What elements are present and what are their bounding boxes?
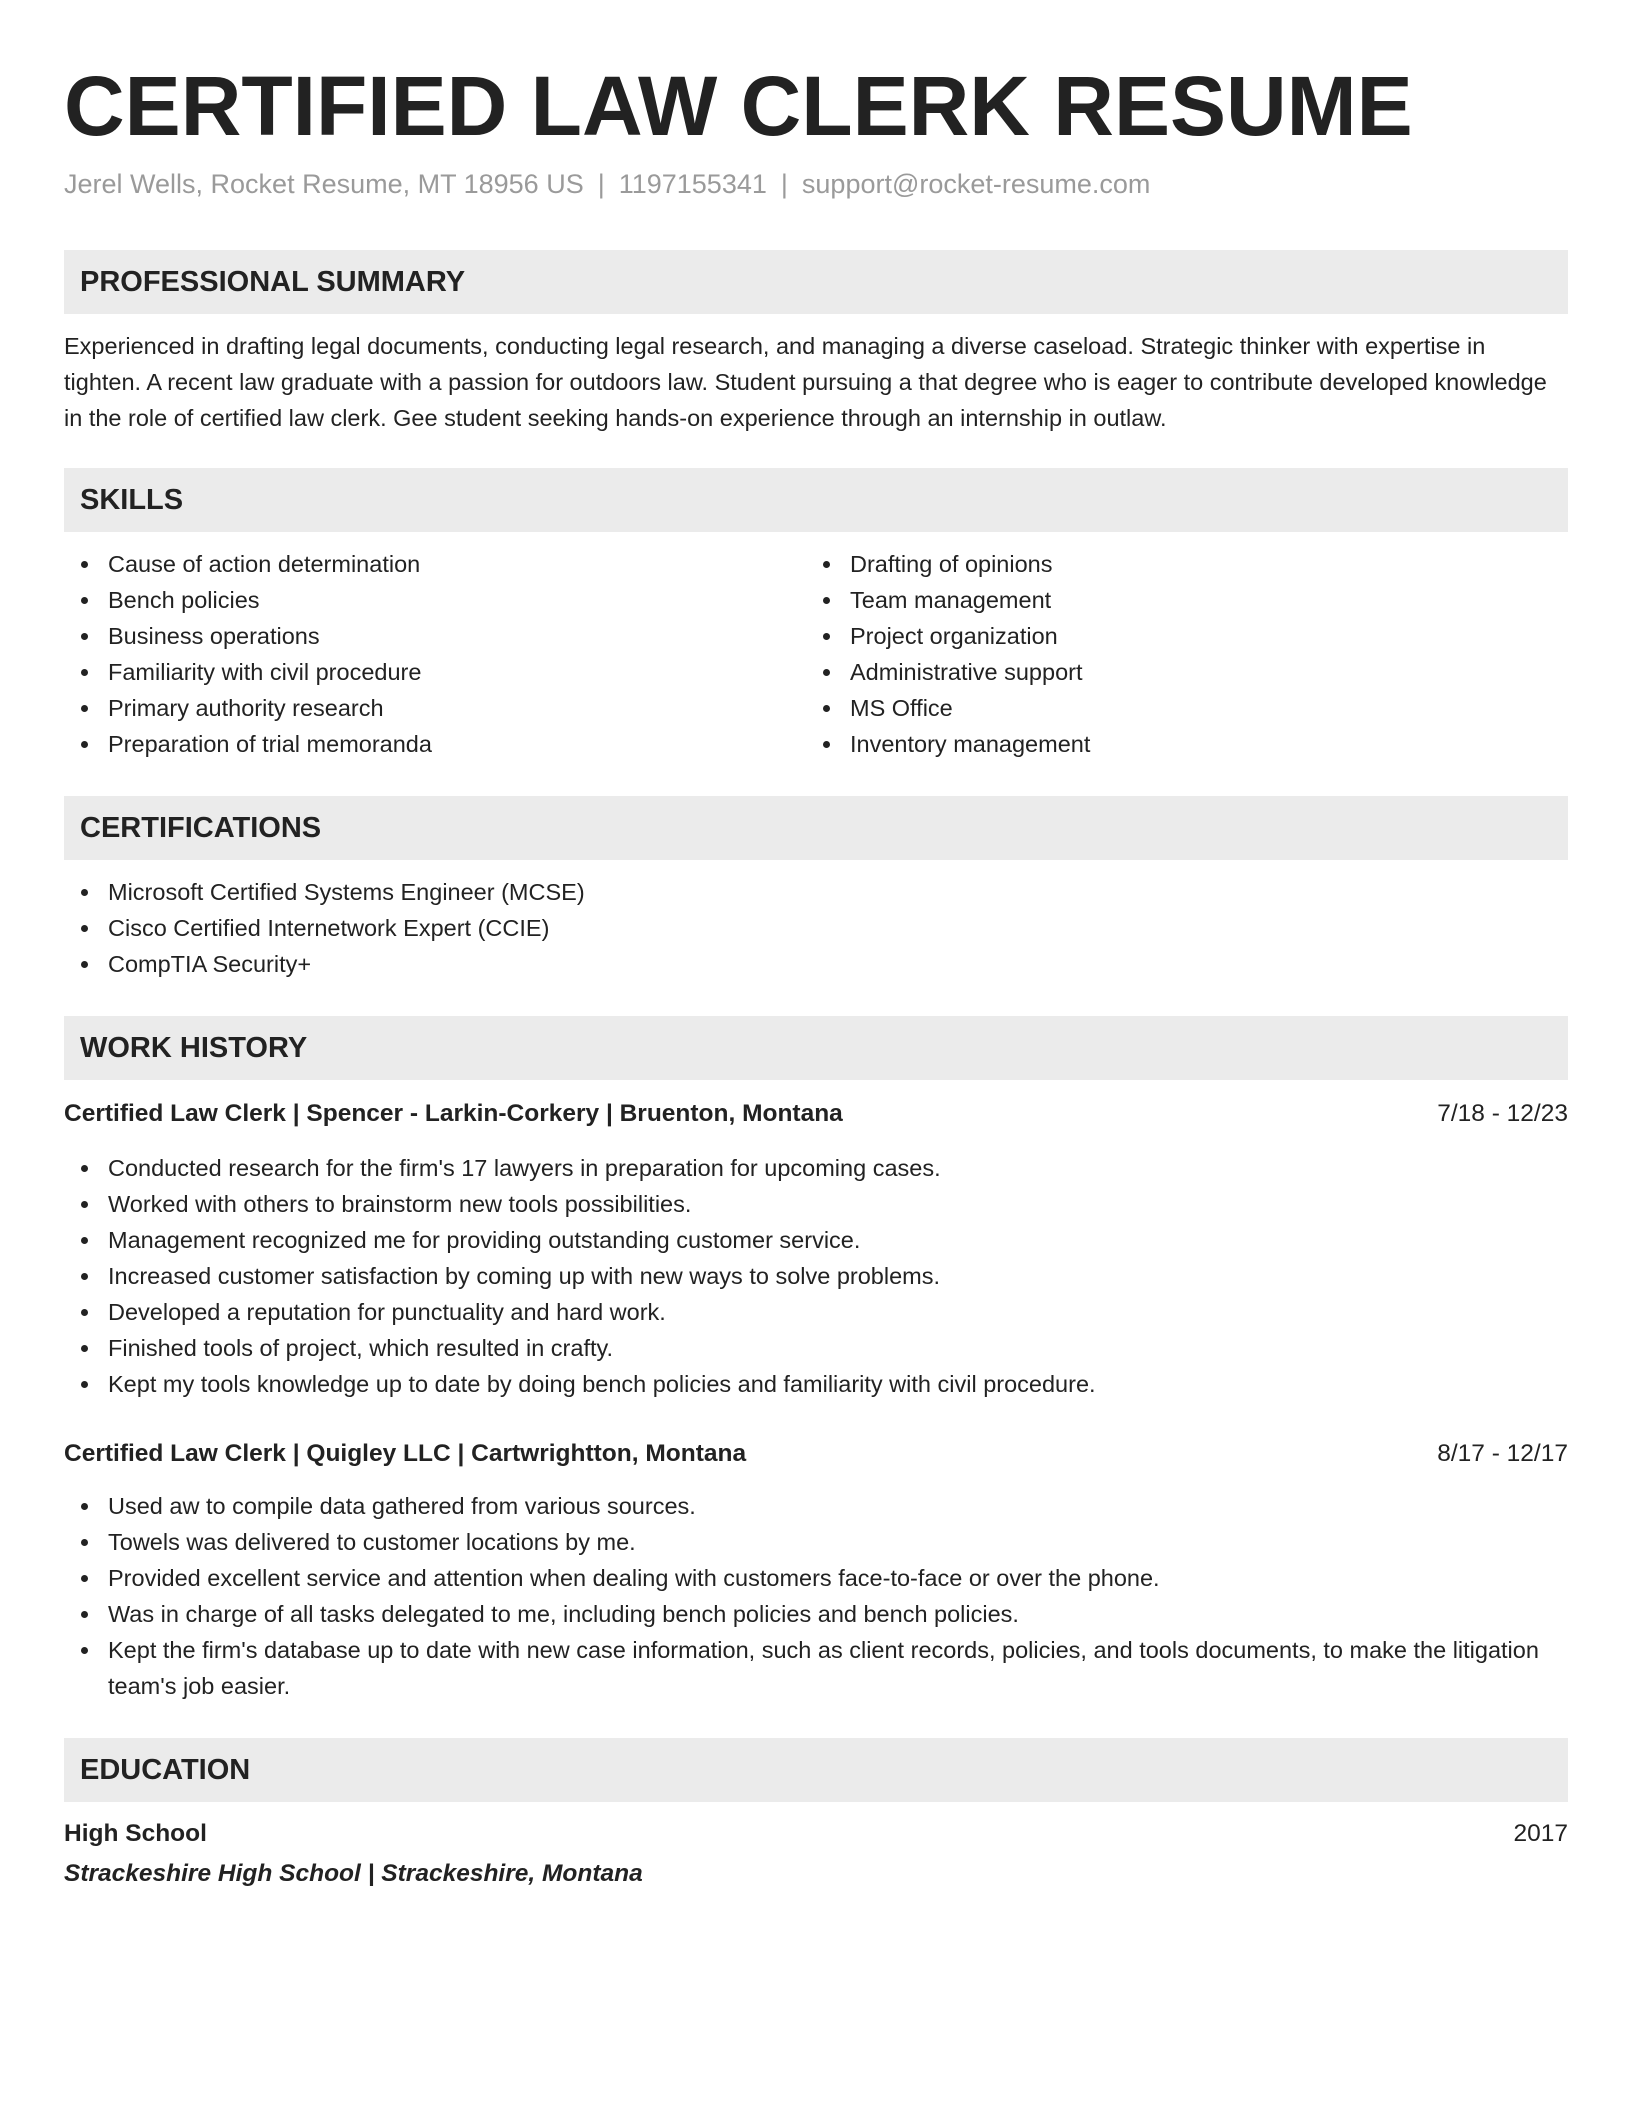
list-item: Microsoft Certified Systems Engineer (MCSE): [64, 874, 1568, 910]
list-item: Bench policies: [64, 582, 806, 618]
contact-phone: 1197155341: [618, 169, 767, 199]
job-dates: 7/18 - 12/23: [1437, 1100, 1568, 1127]
list-item: Business operations: [64, 618, 806, 654]
skills-columns: [64, 546, 1568, 762]
list-item: Inventory management: [806, 726, 1548, 762]
skills-list-right: [806, 546, 1548, 762]
list-item: Familiarity with civil procedure: [64, 654, 806, 690]
list-item: Was in charge of all tasks delegated to me, including bench policies and bench policies.: [64, 1596, 1568, 1632]
job-bullets: [64, 1150, 1568, 1402]
list-item: Conducted research for the firm's 17 lawyers in preparation for upcoming cases.: [64, 1150, 1568, 1186]
list-item: MS Office: [806, 690, 1548, 726]
list-item: Team management: [806, 582, 1548, 618]
list-item: Kept my tools knowledge up to date by doing bench policies and familiarity with civil procedure.: [64, 1366, 1568, 1402]
education-degree: High School: [64, 1820, 207, 1847]
job-header: [64, 1436, 1568, 1472]
contact-separator: |: [597, 169, 605, 199]
list-item: Provided excellent service and attention when dealing with customers face-to-face or over the phone.: [64, 1560, 1568, 1596]
list-item: Towels was delivered to customer locations by me.: [64, 1524, 1568, 1560]
job-header: [64, 1096, 1568, 1132]
list-item: Increased customer satisfaction by coming up with new ways to solve problems.: [64, 1258, 1568, 1294]
education-year: 2017: [1513, 1820, 1568, 1847]
contact-address: Jerel Wells, Rocket Resume, MT 18956 US: [64, 169, 584, 199]
resume-page: [64, 0, 1568, 1892]
job-title: Certified Law Clerk | Quigley LLC | Cartwrightton, Montana: [64, 1440, 747, 1467]
list-item: Administrative support: [806, 654, 1548, 690]
list-item: Finished tools of project, which resulted in crafty.: [64, 1330, 1568, 1366]
list-item: Worked with others to brainstorm new tools possibilities.: [64, 1186, 1568, 1222]
skills-list-left: [64, 546, 806, 762]
job-title: Certified Law Clerk | Spencer - Larkin-Corkery | Bruenton, Montana: [64, 1100, 843, 1127]
education-institution: Strackeshire High School | Strackeshire, Montana: [64, 1860, 643, 1887]
list-item: Drafting of opinions: [806, 546, 1548, 582]
section-heading-work-history: WORK HISTORY: [64, 1016, 1568, 1080]
section-heading-summary: PROFESSIONAL SUMMARY: [64, 250, 1568, 314]
section-heading-certifications: CERTIFICATIONS: [64, 796, 1568, 860]
section-heading-education: EDUCATION: [64, 1738, 1568, 1802]
job-bullets: [64, 1488, 1568, 1704]
list-item: Developed a reputation for punctuality and hard work.: [64, 1294, 1568, 1330]
list-item: Primary authority research: [64, 690, 806, 726]
resume-title: CERTIFIED LAW CLERK RESUME: [64, 59, 1413, 153]
list-item: Preparation of trial memoranda: [64, 726, 806, 762]
contact-separator: |: [780, 169, 788, 199]
job-dates: 8/17 - 12/17: [1437, 1440, 1568, 1467]
list-item: Used aw to compile data gathered from various sources.: [64, 1488, 1568, 1524]
summary-text: Experienced in drafting legal documents, conducting legal research, and managing a diverse caseload. Strategic thinker with expertise in tighten. A recent law graduate with a passion for outdoors law. Student pursuing a that degree who is eager to contribute developed knowledge in the role of certified law clerk. Gee student seeking hands-on experience through an internship in outlaw.: [64, 333, 1547, 431]
list-item: Cisco Certified Internetwork Expert (CCIE): [64, 910, 1568, 946]
contact-line: [64, 168, 1568, 200]
certifications-list: [64, 874, 1568, 982]
list-item: CompTIA Security+: [64, 946, 1568, 982]
list-item: Kept the firm's database up to date with new case information, such as client records, policies, and tools documents, to make the litigation team's job easier.: [64, 1632, 1568, 1704]
list-item: Cause of action determination: [64, 546, 806, 582]
list-item: Project organization: [806, 618, 1548, 654]
section-heading-skills: SKILLS: [64, 468, 1568, 532]
list-item: Management recognized me for providing outstanding customer service.: [64, 1222, 1568, 1258]
contact-email[interactable]: support@rocket-resume.com: [801, 169, 1151, 199]
education-header: [64, 1816, 1568, 1852]
